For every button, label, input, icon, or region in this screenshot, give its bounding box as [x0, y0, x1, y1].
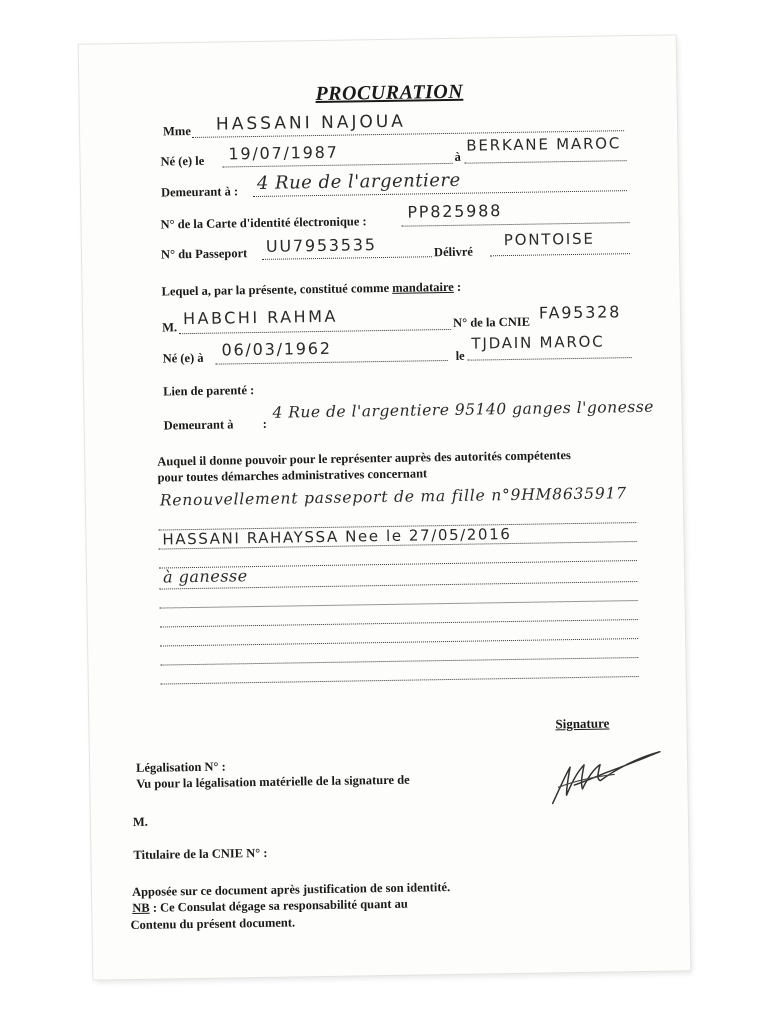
dotted-line [161, 676, 639, 685]
label-delivre: Délivré [433, 244, 473, 260]
dotted-line [160, 657, 638, 666]
handwritten-mandataire-birthdate: TJDAIN MAROC [471, 332, 605, 353]
dotted-line [216, 360, 448, 365]
label-m-legalisation: M. [132, 814, 148, 829]
label-mme: Mme [162, 123, 191, 139]
label-legalisation: Légalisation N° : [135, 759, 226, 775]
dotted-line [465, 160, 627, 164]
handwritten-signature-image [544, 736, 665, 812]
label-cnie: N° de la CNIE [452, 314, 531, 330]
dotted-line [223, 163, 453, 168]
handwritten-object-line1: Renouvellement passeport de ma fille n°9HM8635917 [159, 484, 627, 510]
dotted-line [160, 638, 638, 647]
label-demeurant: Demeurant à : [160, 184, 239, 200]
label-a: à [454, 149, 461, 164]
apposee-text: Apposée sur ce document après justification de son identité. [131, 880, 451, 900]
label-passeport: N° du Passeport [160, 246, 248, 262]
dotted-line [160, 600, 638, 609]
label-lien-parente: Lien de parenté : [163, 383, 255, 399]
nb-text: : Ce Consulat dégage sa responsabilité quant au [152, 896, 408, 915]
lequel-statement [161, 281, 461, 298]
dotted-line [160, 619, 638, 628]
label-colon: : [262, 416, 267, 431]
procuration-document [79, 35, 691, 979]
label-vu-pour: Vu pour la légalisation matérielle de la signature de [136, 772, 410, 791]
nb-note [132, 898, 408, 915]
handwritten-address: 4 Rue de l'argentiere [256, 169, 461, 194]
handwritten-mme-name: HASSANI NAJOUA [215, 111, 406, 135]
handwritten-delivre-place: PONTOISE [503, 229, 595, 250]
nb-label: NB [132, 900, 150, 916]
handwritten-passport-number: UU7953535 [265, 235, 377, 256]
lequel-text: Lequel a, par la présente, constitué comme [161, 280, 390, 299]
handwritten-object-line3: à ganesse [162, 566, 248, 587]
signature-label: Signature [555, 715, 610, 732]
label-ne-le: Né (e) le [160, 153, 205, 169]
handwritten-birth-place: BERKANE MAROC [466, 134, 622, 155]
handwritten-mandataire-address: 4 Rue de l'argentiere 95140 ganges l'gonesse [272, 397, 655, 422]
label-demeurant-2: Demeurant à [163, 417, 234, 433]
dotted-line [262, 256, 432, 260]
dotted-line [179, 329, 451, 334]
dotted-line [402, 222, 630, 227]
label-ne-a: Né (e) à [162, 350, 204, 366]
document-title: PROCURATION [315, 80, 464, 106]
contenu-text: Contenu du présent document. [130, 915, 296, 933]
auquel-text-line2: pour toutes démarches administratives concernant [157, 466, 428, 485]
dotted-line [490, 253, 630, 256]
handwritten-mandataire-birthplace: 06/03/1962 [221, 338, 332, 360]
handwritten-object-line2: HASSANI RAHAYSSA Nee le 27/05/2016 [162, 525, 512, 549]
handwritten-cnie-number: FA95328 [538, 302, 622, 323]
dotted-line [468, 357, 632, 361]
label-le: le [455, 348, 465, 363]
handwritten-mandataire-name: HABCHI RAHMA [182, 306, 339, 329]
handwritten-birth-date: 19/07/1987 [228, 142, 339, 164]
mandataire-label: mandataire [392, 279, 454, 295]
label-titulaire-cnie: Titulaire de la CNIE N° : [133, 845, 268, 862]
label-m: M. [162, 320, 178, 335]
lequel-colon: : [456, 279, 462, 294]
label-carte-identite: N° de la Carte d'identité électronique : [160, 214, 367, 232]
handwritten-carte-number: PP825988 [407, 201, 503, 222]
auquel-text-line1: Auquel il donne pouvoir pour le représenter auprès des autorités compétentes [157, 448, 571, 469]
